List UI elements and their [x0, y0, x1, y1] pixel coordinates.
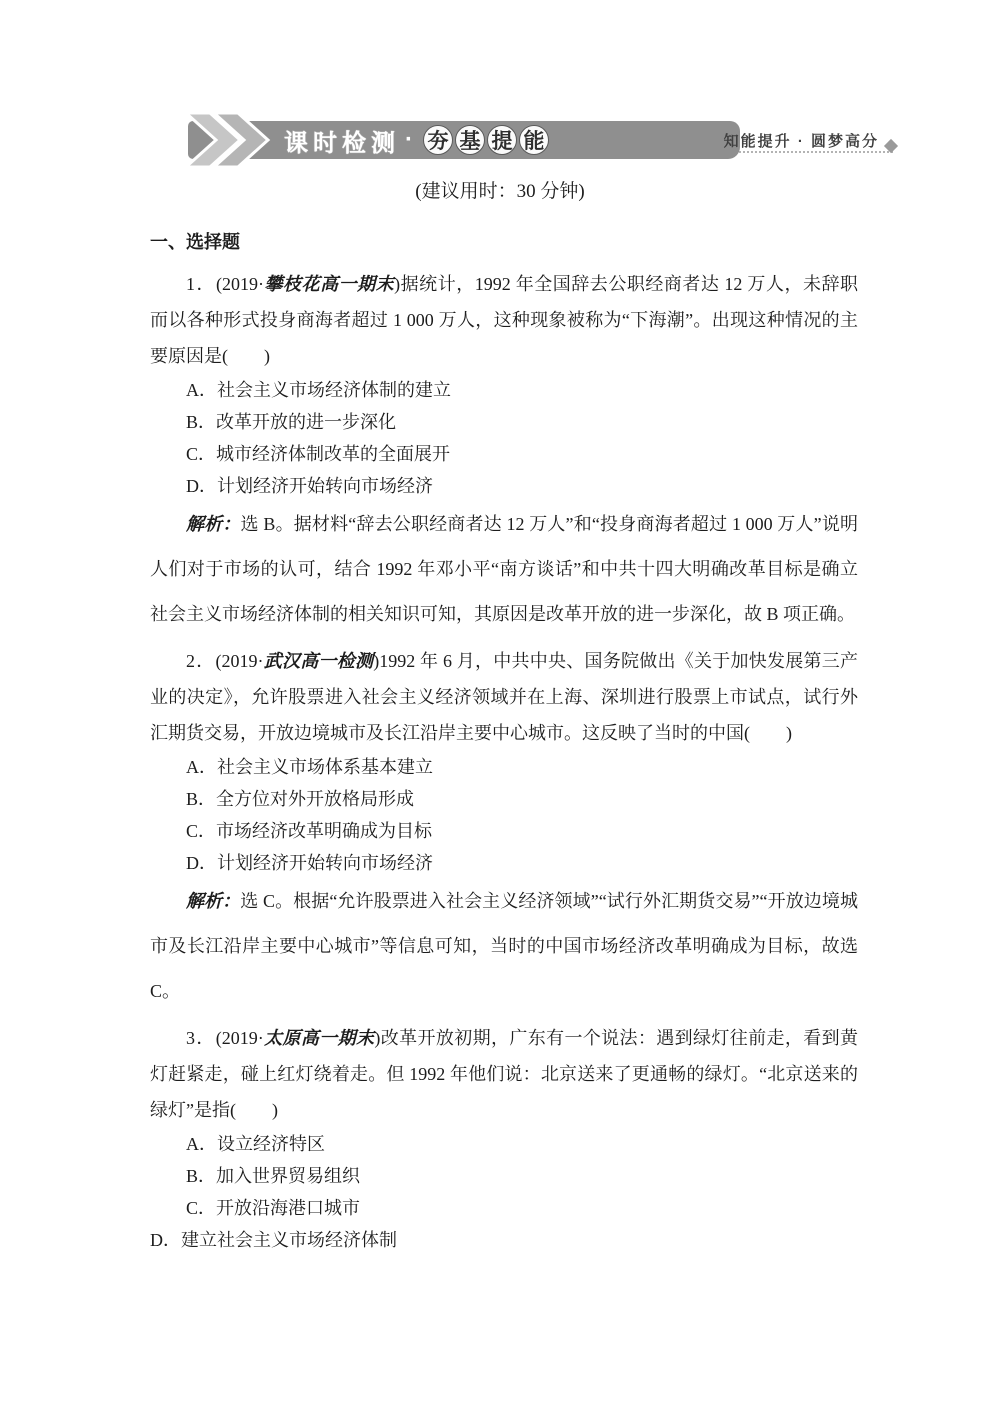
source-suffix: ) — [394, 274, 401, 294]
question-block-1 — [150, 266, 858, 637]
option-label: D． — [150, 1230, 181, 1250]
header-tagline — [723, 130, 896, 151]
option-label: B． — [186, 412, 217, 432]
option-label: A． — [186, 380, 217, 400]
option-text: 改革开放的进一步深化 — [216, 412, 397, 432]
option-text: 市场经济改革明确成为目标 — [216, 821, 433, 841]
option-text: 设立经济特区 — [217, 1134, 325, 1154]
option-text: 社会主义市场经济体制的建立 — [217, 380, 451, 400]
question-source — [216, 1028, 381, 1048]
analysis-label: 解析： — [186, 891, 241, 911]
option-label: A． — [186, 757, 217, 777]
option-row-a — [150, 751, 858, 783]
time-note: (建议用时：30 分钟) — [415, 181, 585, 202]
option-label: C． — [186, 444, 217, 464]
question-number: 3． — [186, 1028, 216, 1048]
question-stem — [150, 1020, 858, 1128]
option-label: C． — [186, 821, 217, 841]
banner-badge: 基 — [455, 125, 485, 155]
double-chevron-icon — [184, 110, 280, 170]
option-label: A． — [186, 1134, 217, 1154]
option-row-a — [150, 1128, 858, 1160]
source-prefix: (2019· — [216, 274, 265, 294]
banner-title: 课时检测 — [284, 129, 400, 157]
question-text: 1992 年 6 月，中共中央、国务院做出《关于加快发展第三产业的决定》，允许股票进入社会主义经济领域并在上海、深圳进行股票上市试点，试行外汇期货交易，开放边境城市及长江沿岸主要中心城市。这反映了当时的中国( ) — [150, 651, 858, 743]
option-row-c — [150, 1192, 858, 1224]
option-text: 计划经济开始转向市场经济 — [217, 476, 433, 496]
source-name: 太原高一期末 — [263, 1028, 375, 1048]
tagline-text: 知能提升 · 圆梦高分 — [723, 133, 879, 150]
option-row-d — [150, 470, 858, 502]
source-prefix: (2019· — [215, 1028, 264, 1048]
header-banner — [188, 121, 740, 159]
option-label: C． — [186, 1198, 217, 1218]
question-source — [216, 274, 400, 294]
analysis-label: 解析： — [186, 514, 241, 534]
question-block-2 — [150, 643, 858, 1014]
option-row-b — [150, 406, 858, 438]
option-label: B． — [186, 1166, 217, 1186]
option-label: D． — [186, 853, 217, 873]
banner-badge: 夯 — [423, 125, 453, 155]
option-row-d — [150, 1224, 858, 1256]
option-text: 开放沿海港口城市 — [216, 1198, 361, 1218]
option-text: 社会主义市场体系基本建立 — [217, 757, 433, 777]
option-row-d — [150, 847, 858, 879]
content-area — [150, 224, 858, 1256]
source-prefix: (2019· — [215, 651, 264, 671]
banner-badge: 能 — [519, 125, 549, 155]
banner-badge: 提 — [487, 125, 517, 155]
question-block-3 — [150, 1020, 858, 1256]
section-title: 一、选择题 — [150, 232, 240, 252]
option-row-b — [150, 1160, 858, 1192]
option-row-a — [150, 374, 858, 406]
option-label: B． — [186, 789, 217, 809]
source-name: 攀枝花高一期末 — [264, 274, 395, 294]
option-text: 计划经济开始转向市场经济 — [217, 853, 433, 873]
question-source — [216, 651, 380, 671]
analysis-text: 选 B。据材料“辞去公职经商者达 12 万人”和“投身商海者超过 1 000 万人”说明人们对于市场的认可，结合 1992 年邓小平“南方谈话”和中共十四大明确改革目标是确立社会主义市场经济体制的相关知识可知，其原因是改革开放的进一步深化，故 B 项正确。 — [150, 514, 858, 624]
option-row-c — [150, 438, 858, 470]
question-stem — [150, 643, 858, 751]
source-name: 武汉高一检测 — [263, 651, 374, 671]
option-text: 建立社会主义市场经济体制 — [181, 1230, 397, 1250]
question-stem — [150, 266, 858, 374]
option-text: 全方位对外开放格局形成 — [216, 789, 415, 809]
question-text: 改革开放初期，广东有一个说法：遇到绿灯往前走，看到黄灯赶紧走，碰上红灯绕着走。但 1992 年他们说：北京送来了更通畅的绿灯。“北京送来的绿灯”是指( ) — [150, 1028, 859, 1120]
analysis-text: 选 C。根据“允许股票进入社会主义经济领域”“试行外汇期货交易”“开放边境城市及长江沿岸主要中心城市”等信息可知，当时的中国市场经济改革明确成为目标，故选 C。 — [150, 891, 858, 1001]
option-text: 城市经济体制改革的全面展开 — [216, 444, 451, 464]
option-row-b — [150, 783, 858, 815]
analysis-paragraph — [150, 879, 858, 1014]
option-label: D． — [186, 476, 217, 496]
banner-dot: · — [405, 126, 413, 153]
diamond-icon — [884, 138, 898, 152]
option-row-c — [150, 815, 858, 847]
question-number: 2． — [186, 651, 216, 671]
question-text: 据统计，1992 年全国辞去公职经商者达 12 万人，未辞职而以各种形式投身商海者超过 1 000 万人，这种现象被称为“下海潮”。出现这种情况的主要原因是( ) — [150, 274, 859, 366]
question-number: 1． — [186, 274, 217, 294]
source-suffix: ) — [373, 651, 380, 671]
option-text: 加入世界贸易组织 — [216, 1166, 361, 1186]
analysis-paragraph — [150, 502, 858, 637]
source-suffix: ) — [374, 1028, 381, 1048]
